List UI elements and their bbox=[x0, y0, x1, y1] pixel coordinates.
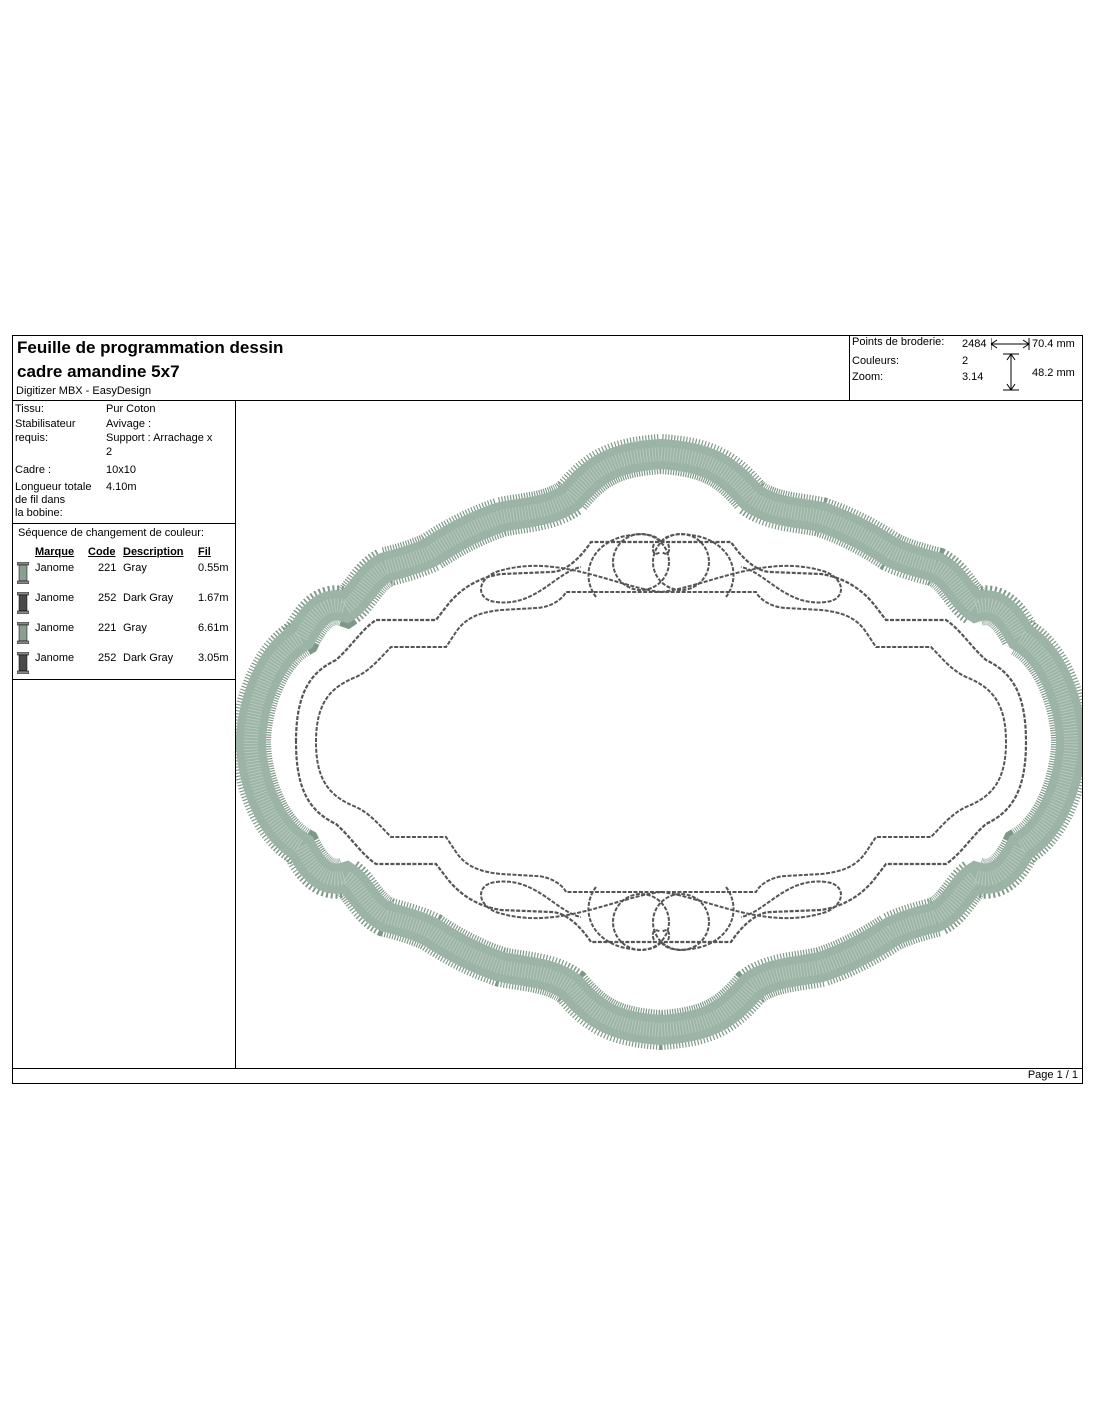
thread-spool-icon bbox=[17, 652, 29, 674]
longueur-label-3: la bobine: bbox=[15, 507, 63, 519]
col-fil: Fil bbox=[198, 546, 211, 558]
design-width: 70.4 mm bbox=[1032, 338, 1075, 350]
row-marque: Janome bbox=[35, 592, 75, 604]
page-number: Page 1 / 1 bbox=[1027, 1069, 1078, 1081]
col-description: Description bbox=[123, 546, 184, 558]
thread-spool-icon bbox=[17, 622, 29, 644]
sheet-title: Feuille de programmation dessin bbox=[17, 338, 284, 357]
longueur-label: Longueur totale bbox=[15, 481, 92, 493]
row-fil: 3.05m bbox=[198, 652, 229, 664]
dimension-arrows-icon bbox=[991, 336, 1033, 394]
sequence-title: Séquence de changement de couleur: bbox=[18, 527, 204, 539]
design-name: cadre amandine 5x7 bbox=[17, 362, 180, 381]
stabilisateur-value-2: Support : Arrachage x bbox=[106, 432, 213, 444]
col-code: Code bbox=[88, 546, 116, 558]
stabilisateur-label: Stabilisateur bbox=[15, 418, 76, 430]
cadre-value: 10x10 bbox=[106, 464, 136, 476]
row-code: 221 bbox=[98, 562, 117, 574]
list-item bbox=[13, 560, 235, 590]
cadre-label: Cadre : bbox=[15, 464, 52, 476]
row-marque: Janome bbox=[35, 622, 75, 634]
design-height: 48.2 mm bbox=[1032, 367, 1075, 379]
info-divider bbox=[13, 523, 235, 524]
embroidery-preview bbox=[236, 402, 1082, 1068]
inner-running-stitch bbox=[316, 592, 1006, 892]
colors-label: Couleurs: bbox=[852, 355, 900, 367]
stats-divider bbox=[849, 336, 850, 400]
row-code: 221 bbox=[98, 622, 117, 634]
stabilisateur-value-3: 2 bbox=[106, 446, 113, 458]
row-fil: 6.61m bbox=[198, 622, 229, 634]
thread-spool-icon bbox=[17, 562, 29, 584]
tissu-value: Pur Coton bbox=[106, 403, 156, 415]
list-item bbox=[13, 590, 235, 620]
longueur-label-2: de fil dans bbox=[15, 494, 66, 506]
stabilisateur-value: Avivage : bbox=[106, 418, 152, 430]
row-description: Gray bbox=[123, 562, 147, 574]
colors-value: 2 bbox=[962, 355, 969, 367]
row-marque: Janome bbox=[35, 562, 75, 574]
software-name: Digitizer MBX - EasyDesign bbox=[16, 385, 152, 397]
row-fil: 1.67m bbox=[198, 592, 229, 604]
programming-sheet bbox=[12, 335, 1083, 1084]
footer-divider bbox=[13, 1068, 1082, 1069]
row-marque: Janome bbox=[35, 652, 75, 664]
stitches-label: Points de broderie: bbox=[852, 336, 945, 348]
tissu-label: Tissu: bbox=[15, 403, 44, 415]
list-item bbox=[13, 620, 235, 650]
longueur-value: 4.10m bbox=[106, 481, 137, 493]
row-description: Dark Gray bbox=[123, 592, 174, 604]
outer-running-stitch bbox=[296, 542, 1026, 942]
row-fil: 0.55m bbox=[198, 562, 229, 574]
zoom-label: Zoom: bbox=[852, 371, 884, 383]
stabilisateur-label-2: requis: bbox=[15, 432, 49, 444]
zoom-value: 3.14 bbox=[962, 371, 984, 383]
col-marque: Marque bbox=[35, 546, 75, 558]
row-description: Gray bbox=[123, 622, 147, 634]
list-item bbox=[13, 650, 235, 680]
thread-spool-icon bbox=[17, 592, 29, 614]
row-code: 252 bbox=[98, 592, 117, 604]
header-divider bbox=[13, 400, 1082, 401]
stitches-value: 2484 bbox=[962, 338, 987, 350]
row-description: Dark Gray bbox=[123, 652, 174, 664]
row-code: 252 bbox=[98, 652, 117, 664]
